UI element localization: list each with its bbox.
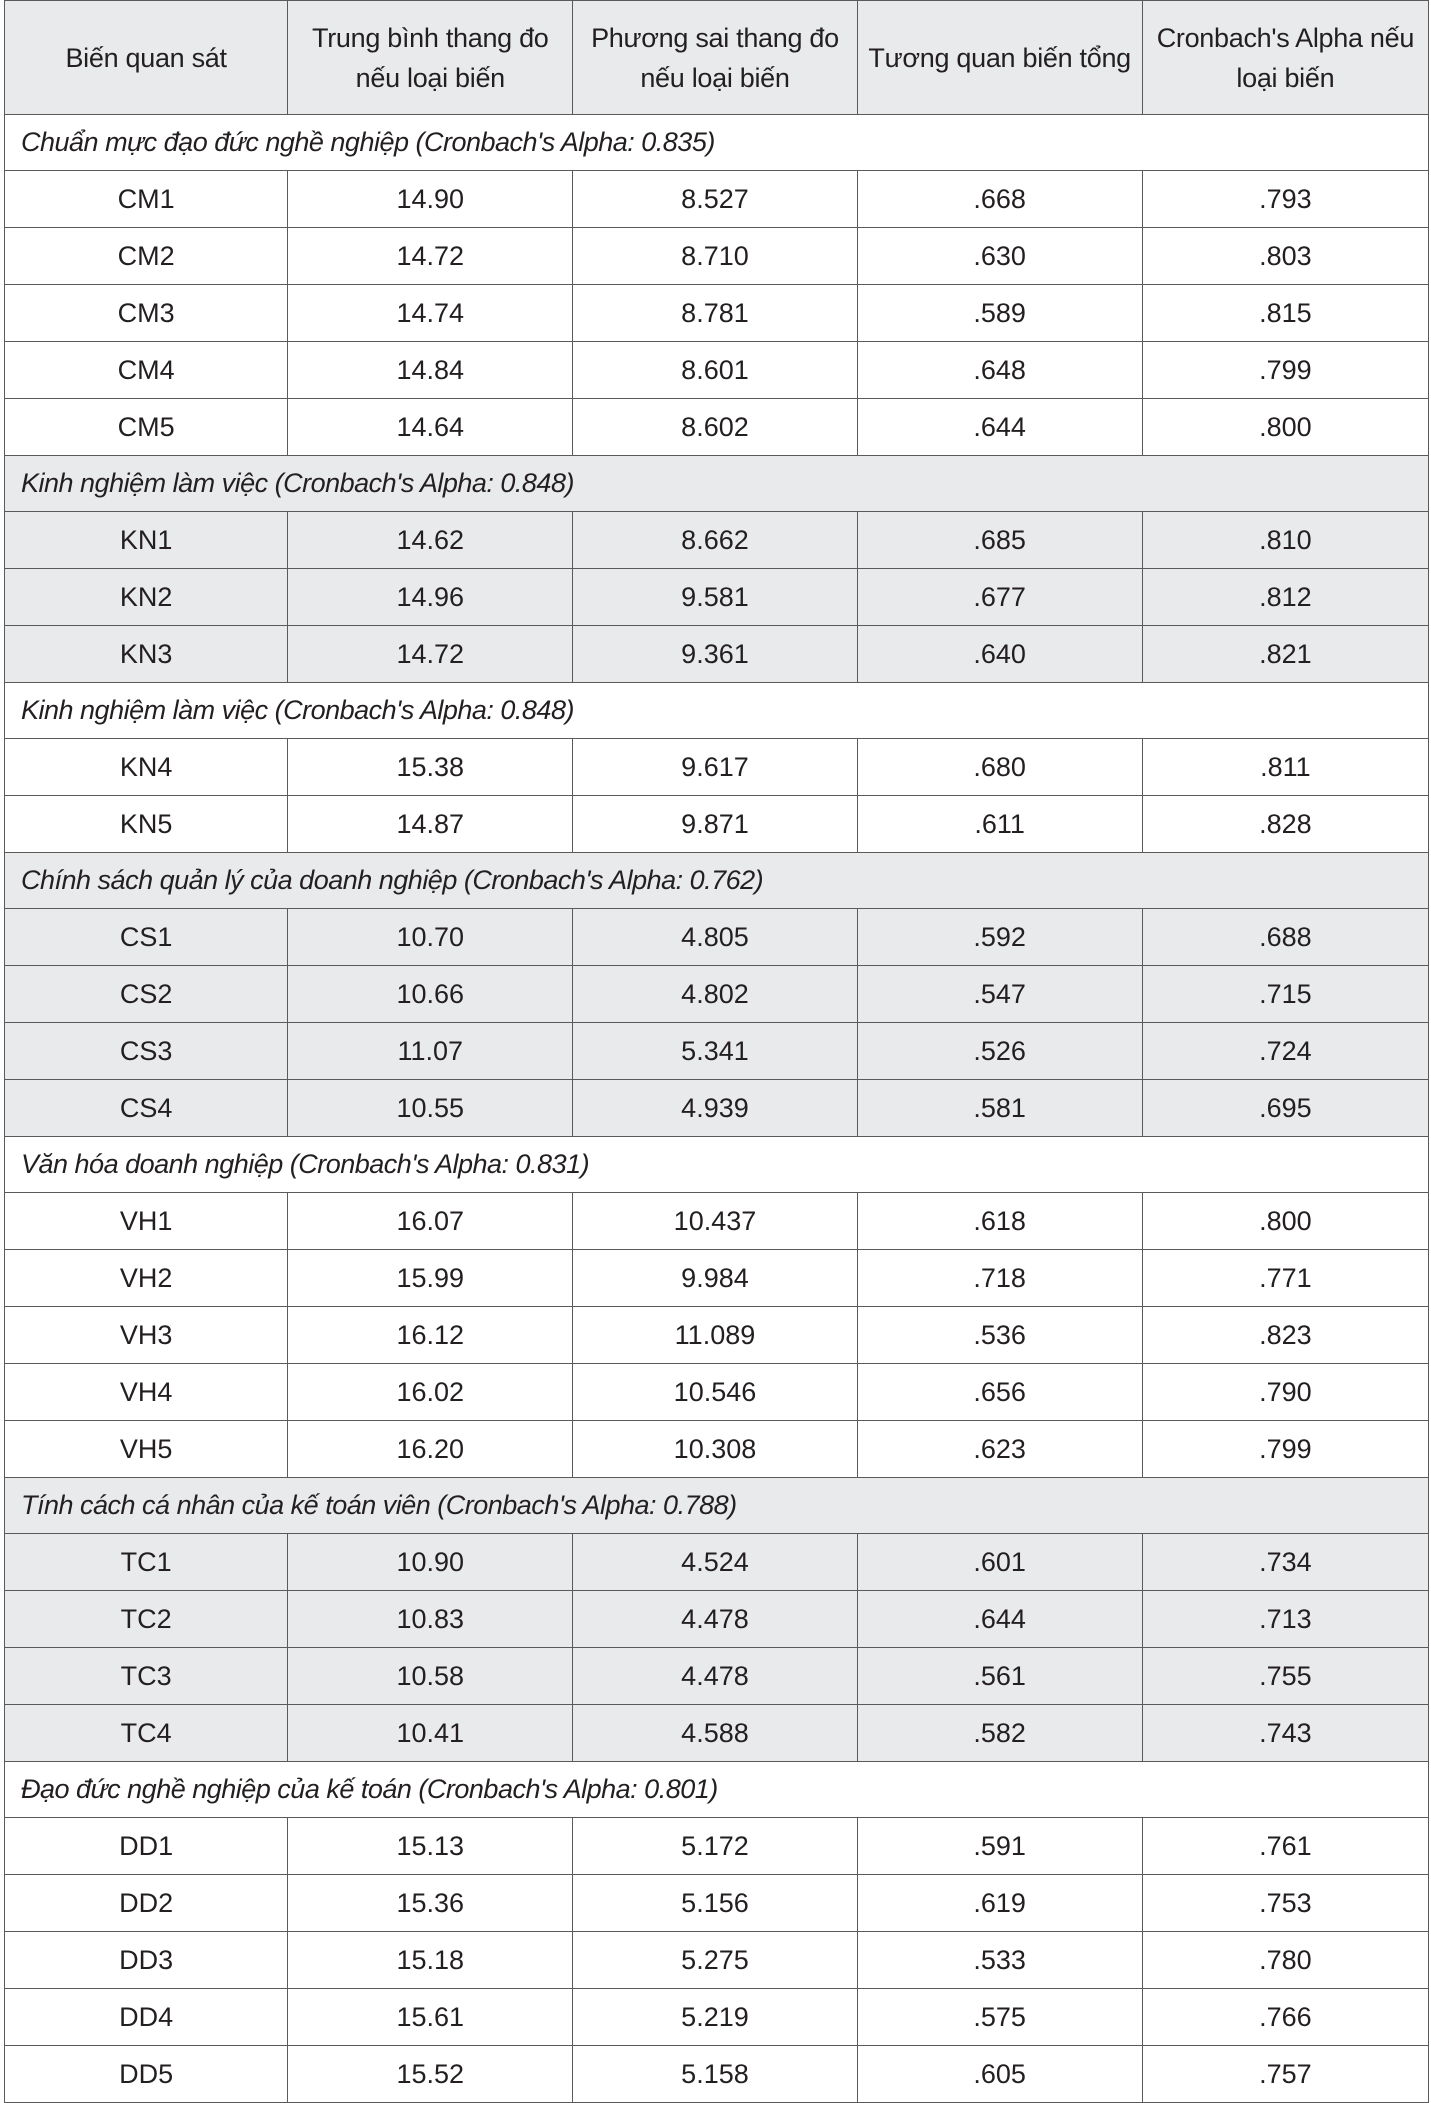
- table-header: [5, 1, 1429, 115]
- cell-scale-variance: 9.871: [573, 796, 857, 853]
- cell-alpha-if-deleted: .713: [1142, 1591, 1428, 1648]
- table-row: [5, 1080, 1429, 1137]
- table-row: [5, 512, 1429, 569]
- group-title: Tính cách cá nhân của kế toán viên (Cronbach's Alpha: 0.788): [5, 1478, 1429, 1534]
- table-row: [5, 399, 1429, 456]
- cell-item-total-correlation: .533: [857, 1932, 1142, 1989]
- cell-alpha-if-deleted: .828: [1142, 796, 1428, 853]
- group-header-row: [5, 1137, 1429, 1193]
- table-row: [5, 1932, 1429, 1989]
- cell-alpha-if-deleted: .688: [1142, 909, 1428, 966]
- cell-scale-mean: 10.90: [288, 1534, 573, 1591]
- header-item-total-correlation: Tương quan biến tổng: [857, 1, 1142, 115]
- cell-scale-mean: 15.18: [288, 1932, 573, 1989]
- cell-item-total-correlation: .601: [857, 1534, 1142, 1591]
- table-row: [5, 1250, 1429, 1307]
- table-row: [5, 1023, 1429, 1080]
- cell-variable: CS1: [5, 909, 288, 966]
- cell-variable: TC2: [5, 1591, 288, 1648]
- cell-alpha-if-deleted: .766: [1142, 1989, 1428, 2046]
- cell-scale-mean: 15.61: [288, 1989, 573, 2046]
- cell-item-total-correlation: .685: [857, 512, 1142, 569]
- cell-scale-variance: 5.275: [573, 1932, 857, 1989]
- cell-scale-variance: 8.601: [573, 342, 857, 399]
- cell-variable: CS4: [5, 1080, 288, 1137]
- cell-scale-variance: 4.805: [573, 909, 857, 966]
- cell-scale-variance: 8.527: [573, 171, 857, 228]
- table-row: [5, 739, 1429, 796]
- cell-scale-mean: 15.99: [288, 1250, 573, 1307]
- cell-variable: VH5: [5, 1421, 288, 1478]
- cell-scale-mean: 14.64: [288, 399, 573, 456]
- cell-alpha-if-deleted: .743: [1142, 1705, 1428, 1762]
- header-scale-variance-if-deleted: Phương sai thang đo nếu loại biến: [573, 1, 857, 115]
- cell-scale-variance: 8.602: [573, 399, 857, 456]
- cell-variable: CM1: [5, 171, 288, 228]
- table-row: [5, 1648, 1429, 1705]
- cell-item-total-correlation: .547: [857, 966, 1142, 1023]
- cell-alpha-if-deleted: .790: [1142, 1364, 1428, 1421]
- cell-scale-mean: 16.12: [288, 1307, 573, 1364]
- cell-scale-mean: 10.55: [288, 1080, 573, 1137]
- cell-scale-mean: 15.13: [288, 1818, 573, 1875]
- cell-scale-mean: 16.02: [288, 1364, 573, 1421]
- cell-alpha-if-deleted: .821: [1142, 626, 1428, 683]
- group-title: Chuẩn mực đạo đức nghề nghiệp (Cronbach's Alpha: 0.835): [5, 115, 1429, 171]
- cell-alpha-if-deleted: .780: [1142, 1932, 1428, 1989]
- cell-scale-mean: 14.87: [288, 796, 573, 853]
- header-observed-variable: Biến quan sát: [5, 1, 288, 115]
- cell-scale-mean: 14.96: [288, 569, 573, 626]
- group-title: Văn hóa doanh nghiệp (Cronbach's Alpha: 0.831): [5, 1137, 1429, 1193]
- cell-scale-mean: 14.72: [288, 228, 573, 285]
- cell-item-total-correlation: .656: [857, 1364, 1142, 1421]
- table-row: [5, 966, 1429, 1023]
- cell-alpha-if-deleted: .755: [1142, 1648, 1428, 1705]
- cell-scale-variance: 4.939: [573, 1080, 857, 1137]
- cell-alpha-if-deleted: .823: [1142, 1307, 1428, 1364]
- cell-variable: CM2: [5, 228, 288, 285]
- cell-scale-variance: 9.361: [573, 626, 857, 683]
- group-header-row: [5, 1762, 1429, 1818]
- cell-variable: DD2: [5, 1875, 288, 1932]
- cell-alpha-if-deleted: .695: [1142, 1080, 1428, 1137]
- cell-variable: VH2: [5, 1250, 288, 1307]
- cell-item-total-correlation: .605: [857, 2046, 1142, 2103]
- table-row: [5, 2046, 1429, 2103]
- table-row: [5, 285, 1429, 342]
- cell-item-total-correlation: .640: [857, 626, 1142, 683]
- cell-alpha-if-deleted: .753: [1142, 1875, 1428, 1932]
- cell-scale-variance: 9.984: [573, 1250, 857, 1307]
- cell-item-total-correlation: .575: [857, 1989, 1142, 2046]
- cell-alpha-if-deleted: .810: [1142, 512, 1428, 569]
- cell-scale-variance: 8.781: [573, 285, 857, 342]
- cell-scale-variance: 10.437: [573, 1193, 857, 1250]
- table-row: [5, 796, 1429, 853]
- cell-variable: VH3: [5, 1307, 288, 1364]
- cell-alpha-if-deleted: .761: [1142, 1818, 1428, 1875]
- table-row: [5, 1421, 1429, 1478]
- group-header-row: [5, 456, 1429, 512]
- cell-item-total-correlation: .718: [857, 1250, 1142, 1307]
- cell-variable: TC1: [5, 1534, 288, 1591]
- cell-alpha-if-deleted: .734: [1142, 1534, 1428, 1591]
- cell-alpha-if-deleted: .800: [1142, 399, 1428, 456]
- group-header-row: [5, 115, 1429, 171]
- cell-variable: CM4: [5, 342, 288, 399]
- cell-alpha-if-deleted: .771: [1142, 1250, 1428, 1307]
- table-row: [5, 909, 1429, 966]
- cell-variable: KN5: [5, 796, 288, 853]
- cell-item-total-correlation: .526: [857, 1023, 1142, 1080]
- cell-alpha-if-deleted: .800: [1142, 1193, 1428, 1250]
- cell-scale-mean: 10.83: [288, 1591, 573, 1648]
- header-row: [5, 1, 1429, 115]
- cell-item-total-correlation: .581: [857, 1080, 1142, 1137]
- cell-item-total-correlation: .582: [857, 1705, 1142, 1762]
- cell-scale-mean: 15.52: [288, 2046, 573, 2103]
- cell-variable: KN2: [5, 569, 288, 626]
- table-row: [5, 1193, 1429, 1250]
- cell-scale-variance: 9.581: [573, 569, 857, 626]
- table-body: [5, 115, 1429, 2103]
- cell-variable: KN1: [5, 512, 288, 569]
- table-row: [5, 1989, 1429, 2046]
- cell-alpha-if-deleted: .757: [1142, 2046, 1428, 2103]
- cell-scale-mean: 10.41: [288, 1705, 573, 1762]
- cell-variable: CS2: [5, 966, 288, 1023]
- cell-scale-mean: 15.36: [288, 1875, 573, 1932]
- cell-variable: CM5: [5, 399, 288, 456]
- cell-scale-mean: 14.72: [288, 626, 573, 683]
- cell-item-total-correlation: .644: [857, 399, 1142, 456]
- cell-item-total-correlation: .623: [857, 1421, 1142, 1478]
- cell-variable: DD5: [5, 2046, 288, 2103]
- cell-scale-mean: 10.66: [288, 966, 573, 1023]
- cell-scale-mean: 10.70: [288, 909, 573, 966]
- cell-item-total-correlation: .648: [857, 342, 1142, 399]
- cell-scale-variance: 4.524: [573, 1534, 857, 1591]
- cell-alpha-if-deleted: .811: [1142, 739, 1428, 796]
- cell-variable: CS3: [5, 1023, 288, 1080]
- cell-item-total-correlation: .644: [857, 1591, 1142, 1648]
- cell-item-total-correlation: .677: [857, 569, 1142, 626]
- cell-item-total-correlation: .630: [857, 228, 1142, 285]
- cell-scale-variance: 5.158: [573, 2046, 857, 2103]
- cell-scale-mean: 15.38: [288, 739, 573, 796]
- table-row: [5, 342, 1429, 399]
- cell-scale-variance: 4.802: [573, 966, 857, 1023]
- cell-alpha-if-deleted: .799: [1142, 342, 1428, 399]
- group-title: Đạo đức nghề nghiệp của kế toán (Cronbach's Alpha: 0.801): [5, 1762, 1429, 1818]
- cell-variable: TC3: [5, 1648, 288, 1705]
- cell-item-total-correlation: .611: [857, 796, 1142, 853]
- cell-item-total-correlation: .592: [857, 909, 1142, 966]
- table-row: [5, 1307, 1429, 1364]
- table-row: [5, 1818, 1429, 1875]
- table-row: [5, 1534, 1429, 1591]
- header-scale-mean-if-deleted: Trung bình thang đo nếu loại biến: [288, 1, 573, 115]
- table-row: [5, 1705, 1429, 1762]
- cell-scale-mean: 10.58: [288, 1648, 573, 1705]
- cell-scale-variance: 8.710: [573, 228, 857, 285]
- cell-variable: VH1: [5, 1193, 288, 1250]
- cell-variable: KN3: [5, 626, 288, 683]
- cell-scale-variance: 9.617: [573, 739, 857, 796]
- cell-scale-variance: 4.478: [573, 1591, 857, 1648]
- group-title: Kinh nghiệm làm việc (Cronbach's Alpha: 0.848): [5, 456, 1429, 512]
- group-header-row: [5, 1478, 1429, 1534]
- header-alpha-if-deleted: Cronbach's Alpha nếu loại biến: [1142, 1, 1428, 115]
- cell-item-total-correlation: .561: [857, 1648, 1142, 1705]
- cell-item-total-correlation: .536: [857, 1307, 1142, 1364]
- cell-item-total-correlation: .618: [857, 1193, 1142, 1250]
- cell-scale-mean: 16.07: [288, 1193, 573, 1250]
- group-header-row: [5, 853, 1429, 909]
- table-row: [5, 1364, 1429, 1421]
- cell-scale-mean: 14.84: [288, 342, 573, 399]
- cell-scale-variance: 5.219: [573, 1989, 857, 2046]
- cell-scale-mean: 14.90: [288, 171, 573, 228]
- cell-alpha-if-deleted: .812: [1142, 569, 1428, 626]
- cell-alpha-if-deleted: .715: [1142, 966, 1428, 1023]
- cronbach-alpha-table: [4, 0, 1429, 2103]
- cell-variable: DD3: [5, 1932, 288, 1989]
- cell-alpha-if-deleted: .815: [1142, 285, 1428, 342]
- cell-item-total-correlation: .591: [857, 1818, 1142, 1875]
- cell-alpha-if-deleted: .803: [1142, 228, 1428, 285]
- cell-scale-variance: 4.588: [573, 1705, 857, 1762]
- cell-scale-mean: 11.07: [288, 1023, 573, 1080]
- cell-variable: DD1: [5, 1818, 288, 1875]
- cell-variable: VH4: [5, 1364, 288, 1421]
- cell-alpha-if-deleted: .793: [1142, 171, 1428, 228]
- table-row: [5, 1591, 1429, 1648]
- table-row: [5, 626, 1429, 683]
- cell-variable: KN4: [5, 739, 288, 796]
- cell-item-total-correlation: .619: [857, 1875, 1142, 1932]
- table-row: [5, 171, 1429, 228]
- cell-scale-mean: 14.74: [288, 285, 573, 342]
- cell-alpha-if-deleted: .724: [1142, 1023, 1428, 1080]
- cell-variable: DD4: [5, 1989, 288, 2046]
- group-title: Kinh nghiệm làm việc (Cronbach's Alpha: 0.848): [5, 683, 1429, 739]
- cell-scale-variance: 5.156: [573, 1875, 857, 1932]
- cell-item-total-correlation: .668: [857, 171, 1142, 228]
- cell-scale-variance: 11.089: [573, 1307, 857, 1364]
- cell-scale-variance: 5.172: [573, 1818, 857, 1875]
- cell-variable: CM3: [5, 285, 288, 342]
- cell-item-total-correlation: .589: [857, 285, 1142, 342]
- table-row: [5, 228, 1429, 285]
- cell-variable: TC4: [5, 1705, 288, 1762]
- group-header-row: [5, 683, 1429, 739]
- group-title: Chính sách quản lý của doanh nghiệp (Cronbach's Alpha: 0.762): [5, 853, 1429, 909]
- cell-scale-variance: 8.662: [573, 512, 857, 569]
- cell-scale-mean: 14.62: [288, 512, 573, 569]
- table-row: [5, 1875, 1429, 1932]
- cell-scale-variance: 4.478: [573, 1648, 857, 1705]
- cell-item-total-correlation: .680: [857, 739, 1142, 796]
- cell-alpha-if-deleted: .799: [1142, 1421, 1428, 1478]
- table-row: [5, 569, 1429, 626]
- cell-scale-variance: 10.546: [573, 1364, 857, 1421]
- cell-scale-variance: 10.308: [573, 1421, 857, 1478]
- cell-scale-variance: 5.341: [573, 1023, 857, 1080]
- cell-scale-mean: 16.20: [288, 1421, 573, 1478]
